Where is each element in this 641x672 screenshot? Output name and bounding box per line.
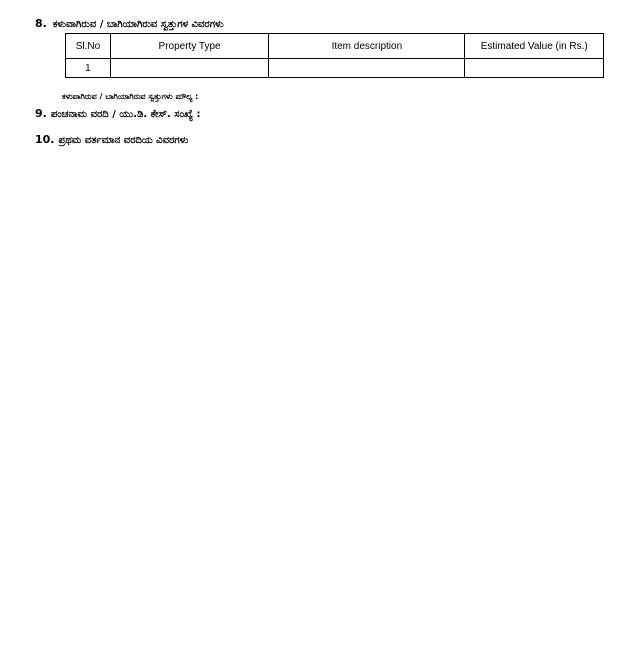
section-9-title: ಪಂಚನಾಮ ವರದಿ / ಯು.ಡಿ. ಕೇಸ್. ಸಂಖ್ಯೆ : [50, 109, 201, 120]
section-10-heading [35, 133, 188, 146]
cell-slno: 1 [66, 59, 111, 78]
column-header-property-type: Property Type [110, 34, 268, 59]
section-10-title: ಪ್ರಥಮ ವರ್ತಮಾನ ವರದಿಯ ವಿವರಗಳು [58, 135, 189, 146]
property-value-note: ಕಳುವಾಗಿರುವ / ಬಾಗಿಯಾಗಿರುವ ಸ್ವತ್ತುಗಳು ಮೌಲ್ಯ : [62, 92, 199, 101]
section-9-heading [35, 107, 201, 120]
section-8-number: 8. [35, 17, 47, 30]
cell-item-description [269, 59, 465, 78]
table-row [66, 59, 604, 78]
section-10-number: 10. [35, 133, 55, 146]
column-header-estimated-value: Estimated Value (in Rs.) [465, 34, 604, 59]
column-header-item-description: Item description [269, 34, 465, 59]
table-header-row [66, 34, 604, 59]
section-8-heading [35, 17, 224, 30]
property-table [65, 33, 604, 78]
section-8-title: ಕಳುವಾಗಿರುವ / ಬಾಗಿಯಾಗಿರುವ ಸ್ವತ್ತುಗಳ ವಿವರಗಳು [52, 19, 224, 30]
column-header-slno: Sl.No [66, 34, 111, 59]
cell-property-type [110, 59, 268, 78]
section-9-number: 9. [35, 107, 47, 120]
cell-estimated-value [465, 59, 604, 78]
